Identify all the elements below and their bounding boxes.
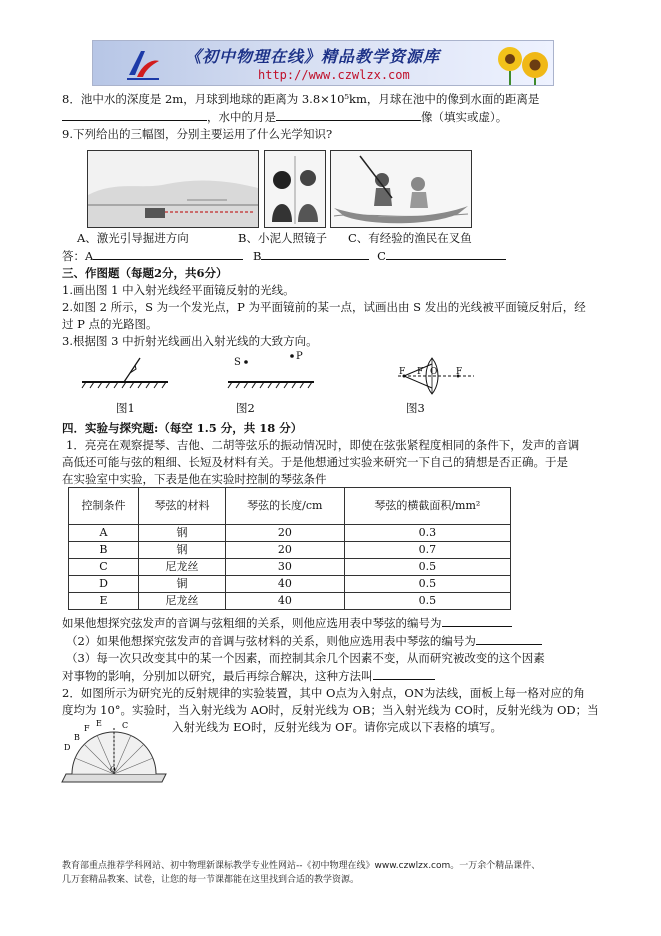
cell: 30 xyxy=(226,559,345,576)
column-header: 琴弦的长度/cm xyxy=(226,488,345,525)
section-4-q1-line3: 在实验室中实验，下表是他在实验时控制的琴弦条件 xyxy=(62,472,327,486)
section-4-q1-line1: 1．亮亮在观察提琴、吉他、二胡等弦乐的振动情况时，即使在弦张紧程度相同的条件下，发声的音调 xyxy=(66,438,580,452)
section-4-q2-line2: 度均为 10°。实验时，当入射光线为 AO时，反射光线为 OB；当入射光线为 CO时，反射光线为 OD；当 xyxy=(62,703,599,717)
cell: 40 xyxy=(226,593,345,610)
answer-blank[interactable] xyxy=(476,632,542,645)
svg-text:D: D xyxy=(64,743,71,752)
cell: 0.5 xyxy=(344,576,510,593)
cell: 0.5 xyxy=(344,593,510,610)
table-row xyxy=(69,576,511,593)
header-banner xyxy=(92,40,554,86)
table-header-row xyxy=(69,488,511,525)
lens-center-o: O xyxy=(430,367,438,377)
section-4-q1-ask3-line2: 对事物的影响，分别加以研究，最后再综合解决，这种方法叫 xyxy=(62,667,435,685)
table-row xyxy=(69,559,511,576)
cell: A xyxy=(69,525,139,542)
figure-1-label: 图1 xyxy=(116,401,135,415)
cell: 20 xyxy=(226,525,345,542)
question-9-answers: 答：A B C xyxy=(62,247,506,265)
answer-blank-b[interactable] xyxy=(261,247,369,260)
footer-line2: 几万套精品教案、试卷，让您的每一节课都能在这里找到合适的教学资源。 xyxy=(62,874,360,885)
answer-blank[interactable] xyxy=(373,667,435,680)
cell: 尼龙丝 xyxy=(138,559,225,576)
fisherman-spear-figure xyxy=(330,150,472,228)
cell: 钢 xyxy=(138,525,225,542)
section-4-q1-ask3-line1: （3）每一次只改变其中的某一个因素，而控制其余几个因素不变，从而研究被改变的这个因素 xyxy=(66,651,545,665)
sunflower-icon xyxy=(495,43,549,85)
svg-text:C: C xyxy=(122,721,129,730)
svg-text:E: E xyxy=(96,720,102,728)
table-row xyxy=(69,542,511,559)
section-3-item1: 1.画出图 1 中入射光线经平面镜反射的光线。 xyxy=(62,283,295,297)
answer-blank[interactable] xyxy=(442,614,512,627)
section-3-heading: 三、作图题（每题2分，共6分） xyxy=(62,266,228,280)
section-4-q2-line3: 入射光线为 EO时，反射光线为 OF。请你完成以下表格的填写。 xyxy=(172,720,503,734)
question-8-line1: 8．池中水的深度是 2m，月球到地球的距离为 3.8×10⁵km，月球在池中的像到水面的距离是 xyxy=(62,92,540,106)
cell: 钢 xyxy=(138,542,225,559)
section-3-item2-line2: 过 P 点的光路图。 xyxy=(62,317,158,331)
figure-2-label: 图2 xyxy=(236,401,255,415)
question-8-line2: ，水中的月是 像（填实或虚）。 xyxy=(62,108,507,126)
cell: C xyxy=(69,559,139,576)
cell: D xyxy=(69,576,139,593)
footer-line1: 教育部重点推荐学科网站、初中物理新课标教学专业性网站--《初中物理在线》www.czwlzx.com。一万余个精品课件、 xyxy=(62,861,541,871)
point-s-label: S xyxy=(234,357,241,368)
focus-f-right: F xyxy=(456,367,463,377)
section-4-heading: 四．实验与探究题:（每空 1.5 分，共 18 分） xyxy=(62,421,303,435)
svg-text:F: F xyxy=(84,724,90,733)
cell: E xyxy=(69,593,139,610)
section-3-item3: 3.根据图 3 中折射光线画出入射光线的大致方向。 xyxy=(62,334,318,348)
clay-figure-mirror-figure xyxy=(264,150,326,228)
cell: B xyxy=(69,542,139,559)
point-p-label: P xyxy=(296,351,303,362)
site-logo-icon xyxy=(123,45,163,83)
caption-b: B、小泥人照镜子 xyxy=(238,231,327,245)
page-footer xyxy=(62,860,602,887)
section-4-q2-line1: 2．如图所示为研究光的反射规律的实验装置，其中 O点为入射点，ON为法线，面板上每一格对应的角 xyxy=(62,686,585,700)
caption-a: A、激光引导掘进方向 xyxy=(77,231,189,245)
table-row xyxy=(69,525,511,542)
cell: 20 xyxy=(226,542,345,559)
focus-f-left: F xyxy=(399,367,406,377)
section-4-q1-ask1: 如果他想探究弦发声的音调与弦粗细的关系，则他应选用表中琴弦的编号为 xyxy=(62,614,512,632)
answer-blank-a[interactable] xyxy=(93,247,243,260)
figure-1-mirror xyxy=(80,352,170,396)
column-header: 琴弦的材料 xyxy=(138,488,225,525)
answer-blank-c[interactable] xyxy=(386,247,506,260)
cell: 40 xyxy=(226,576,345,593)
column-header: 控制条件 xyxy=(69,488,139,525)
focus-f-inner: F xyxy=(417,367,424,377)
question-9-text: 9.下列给出的三幅图，分别主要运用了什么光学知识? xyxy=(62,127,333,141)
table-row xyxy=(69,593,511,610)
column-header: 琴弦的横截面积/mm² xyxy=(344,488,510,525)
answer-blank[interactable] xyxy=(276,108,421,121)
svg-text:O: O xyxy=(110,766,116,774)
string-conditions-table xyxy=(68,487,511,610)
cell: 0.5 xyxy=(344,559,510,576)
caption-c: C、有经验的渔民在叉鱼 xyxy=(348,231,472,245)
cell: 铜 xyxy=(138,576,225,593)
cell: 尼龙丝 xyxy=(138,593,225,610)
figure-3-label: 图3 xyxy=(406,401,425,415)
answer-blank[interactable] xyxy=(62,108,207,121)
section-4-q1-line2: 高低还可能与弦的粗细、长短及材料有关。于是他想通过实验来研究一下自己的猜想是否正确。于是 xyxy=(62,455,568,469)
banner-url[interactable]: http://www.czwlzx.com xyxy=(258,68,410,82)
section-3-item2-line1: 2.如图 2 所示，S 为一个发光点，P 为平面镜前的某一点，试画出由 S 发出的光线被平面镜反射后，经 xyxy=(62,300,586,314)
reflection-apparatus-figure xyxy=(58,720,170,786)
svg-text:B: B xyxy=(74,733,80,742)
laser-tunnel-figure xyxy=(87,150,259,228)
cell: 0.7 xyxy=(344,542,510,559)
cell: 0.3 xyxy=(344,525,510,542)
banner-title: 《初中物理在线》精品教学资源库 xyxy=(185,47,441,66)
section-4-q1-ask2: （2）如果他想探究弦发声的音调与弦材料的关系，则他应选用表中琴弦的编号为 xyxy=(66,632,542,650)
